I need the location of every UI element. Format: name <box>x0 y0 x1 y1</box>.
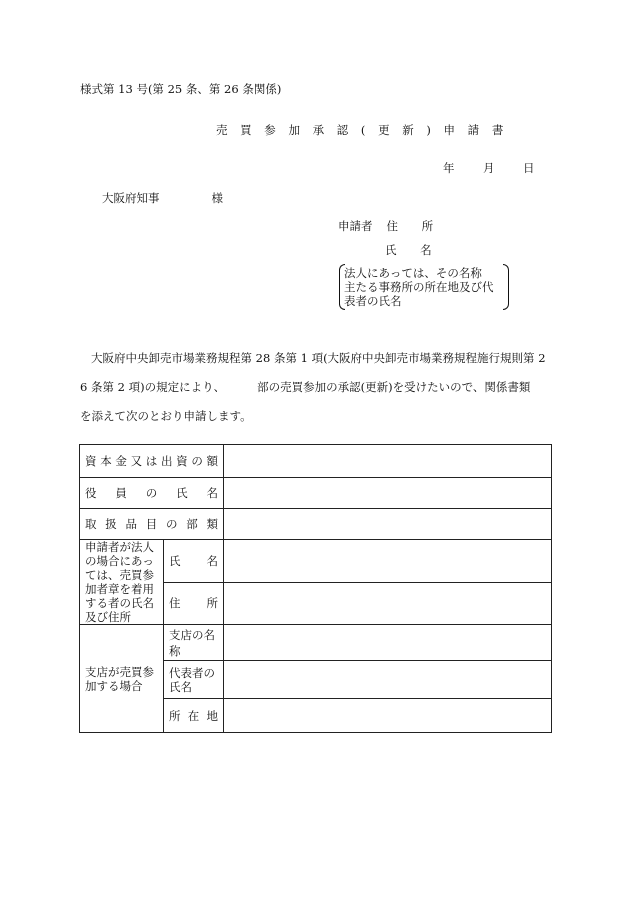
statement-line: を添えて次のとおり申請します。 <box>80 409 252 423</box>
statement-line: 大阪府中央卸売市場業務規程第 28 条第 1 項(大阪府中央卸売市場業務規程施行規則第 2 <box>91 351 546 365</box>
addressee-name: 大阪府知事 <box>102 191 160 205</box>
corp-address-label: 住 所 <box>164 582 224 625</box>
applicant-address-label <box>338 218 443 234</box>
date-year-label: 年 <box>443 161 455 175</box>
corp-address-field[interactable] <box>224 582 552 625</box>
left-bracket <box>339 264 345 310</box>
statement-line <box>80 373 552 402</box>
table-row <box>80 625 552 661</box>
right-bracket <box>503 264 509 310</box>
capital-field[interactable] <box>224 445 552 478</box>
corp-name-label: 氏 名 <box>164 540 224 583</box>
addressee <box>102 190 223 206</box>
officer-name-label: 役 員 の 氏 名 <box>80 478 224 509</box>
application-table <box>79 444 552 733</box>
document-title: 売 買 参 加 承 認 ( 更 新 ) 申 請 書 <box>216 123 508 137</box>
capital-label: 資 本 金 又 は 出 資 の 額 <box>80 445 224 478</box>
branch-name-label: 支店の名称 <box>164 625 224 661</box>
officer-name-field[interactable] <box>224 478 552 509</box>
corp-section-label: 申請者が法人の場合にあっては、売買参加者章を着用する者の氏名及び住所 <box>80 540 164 625</box>
branch-section-label: 支店が売買参加する場合 <box>80 625 164 733</box>
application-statement <box>80 344 552 431</box>
corporate-note <box>339 264 509 310</box>
applicant-label: 申請者 <box>338 219 373 233</box>
branch-representative-label: 代表者の氏名 <box>164 661 224 699</box>
date-day-label: 日 <box>523 161 535 175</box>
table-row <box>80 509 552 540</box>
corporate-note-line: 法人にあっては、その名称 <box>344 266 482 280</box>
branch-location-label: 所 在 地 <box>164 699 224 733</box>
branch-name-field[interactable] <box>224 625 552 661</box>
corporate-note-line: 主たる事務所の所在地及び代 <box>344 280 494 294</box>
branch-location-field[interactable] <box>224 699 552 733</box>
items-category-label: 取 扱 品 目 の 部 類 <box>80 509 224 540</box>
items-category-field[interactable] <box>224 509 552 540</box>
table-row <box>80 478 552 509</box>
addressee-honorific: 様 <box>211 191 223 205</box>
address-label: 住 所 <box>386 219 444 233</box>
statement-segment: 部の売買参加の承認(更新)を受けたいので、関係書類 <box>257 380 531 394</box>
form-number: 様式第 13 号(第 25 条、第 26 条関係) <box>80 82 282 96</box>
date-month-label: 月 <box>483 161 495 175</box>
branch-representative-field[interactable] <box>224 661 552 699</box>
table-row <box>80 445 552 478</box>
corp-name-field[interactable] <box>224 540 552 583</box>
applicant-name-label: 氏 名 <box>385 243 442 257</box>
statement-segment: 6 条第 2 項)の規定により、 <box>80 380 226 394</box>
table-row <box>80 540 552 583</box>
date-line <box>443 160 535 176</box>
corporate-note-line: 表者の氏名 <box>344 294 402 308</box>
